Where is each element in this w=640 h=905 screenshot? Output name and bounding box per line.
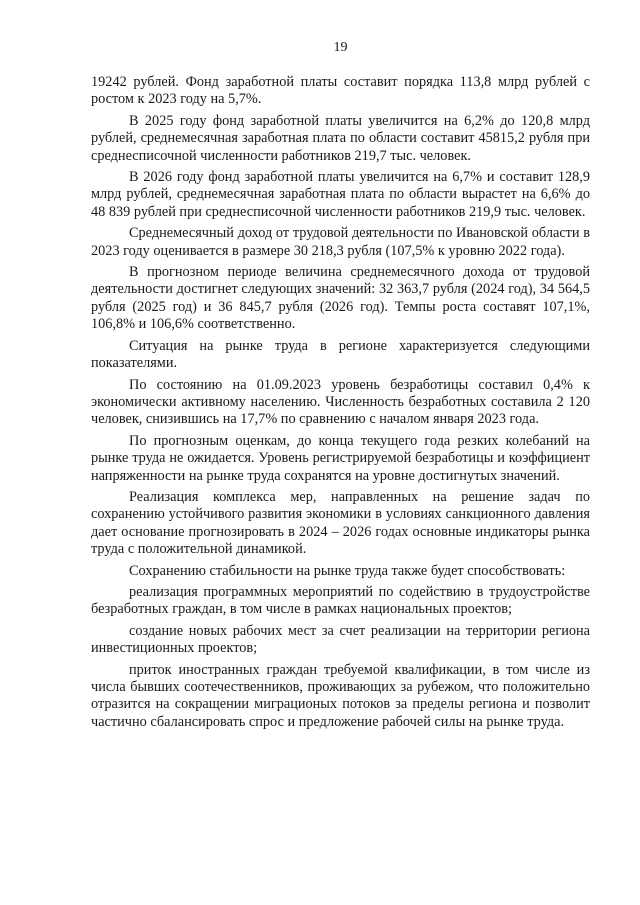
page-number: 19	[333, 40, 348, 55]
paragraph-continuation: 19242 рублей. Фонд заработной платы составит порядка 113,8 млрд рублей с ростом к 2023 году на 5,7%.	[91, 74, 590, 108]
list-item-new-jobs: создание новых рабочих мест за счет реализации на территории региона инвестиционных проектов;	[91, 622, 590, 657]
paragraph-income-forecast: В прогнозном периоде величина среднемесячного дохода от трудовой деятельности достигнет следующих значений: 32 363,7 рубля (2024 год), 34 564,5 рубля (2025 год) и 36 845,7 рубля (2026 год). Темпы роста составят 107,1%, 106,8% и 106,6% соответственно.	[91, 264, 590, 333]
paragraph-forecast-estimates: По прогнозным оценкам, до конца текущего года резких колебаний на рынке труда не ожидается. Уровень регистрируемой безработицы и коэффициент напряженности на рынке труда сохранятся на уровне достигнутых значений.	[91, 432, 590, 484]
paragraph-measures: Реализация комплекса мер, направленных на решение задач по сохранению устойчивого развития экономики в условиях санкционного давления дает основание прогнозировать в 2024 – 2026 годах основные индикаторы рынка труда с положительной динамикой.	[91, 488, 590, 558]
paragraph-unemployment: По состоянию на 01.09.2023 уровень безработицы составил 0,4% к экономически активному населению. Численность безработных составила 2 120 человек, снизившись на 17,7% по сравнению с началом января 2023 года.	[91, 376, 590, 428]
paragraph-payroll-2025: В 2025 году фонд заработной платы увеличится на 6,2% до 120,8 млрд рублей, среднемесячная заработная плата по области составит 45815,2 рубля при среднесписочной численности работников 219,7 тыс. человек.	[91, 112, 590, 164]
paragraph-income-2023: Среднемесячный доход от трудовой деятельности по Ивановской области в 2023 году оценивается в размере 30 218,3 рубля (107,5% к уровню 2022 года).	[91, 225, 590, 259]
paragraph-payroll-2026: В 2026 году фонд заработной платы увеличится на 6,7% и составит 128,9 млрд рублей, среднемесячная заработная плата по области вырастет на 6,6% до 48 839 рублей при среднесписочной численности работников 219,9 тыс. человек.	[91, 169, 590, 220]
list-item-foreign-citizens: приток иностранных граждан требуемой квалификации, в том числе из числа бывших соотечественников, проживающих за рубежом, что положительно отразится на сокращении миграционых потоков за пределы региона и позволит частично сбалансировать спрос и предложение рабочей силы на рынке труда.	[91, 661, 590, 730]
paragraph-labor-market-intro: Ситуация на рынке труда в регионе характеризуется следующими показателями.	[91, 337, 590, 372]
list-item-programs: реализация программных мероприятий по содействию в трудоустройстве безработных граждан, в том числе в рамках национальных проектов;	[91, 583, 590, 618]
paragraph-stability-intro: Сохранению стабильности на рынке труда также будет способствовать:	[129, 562, 566, 579]
